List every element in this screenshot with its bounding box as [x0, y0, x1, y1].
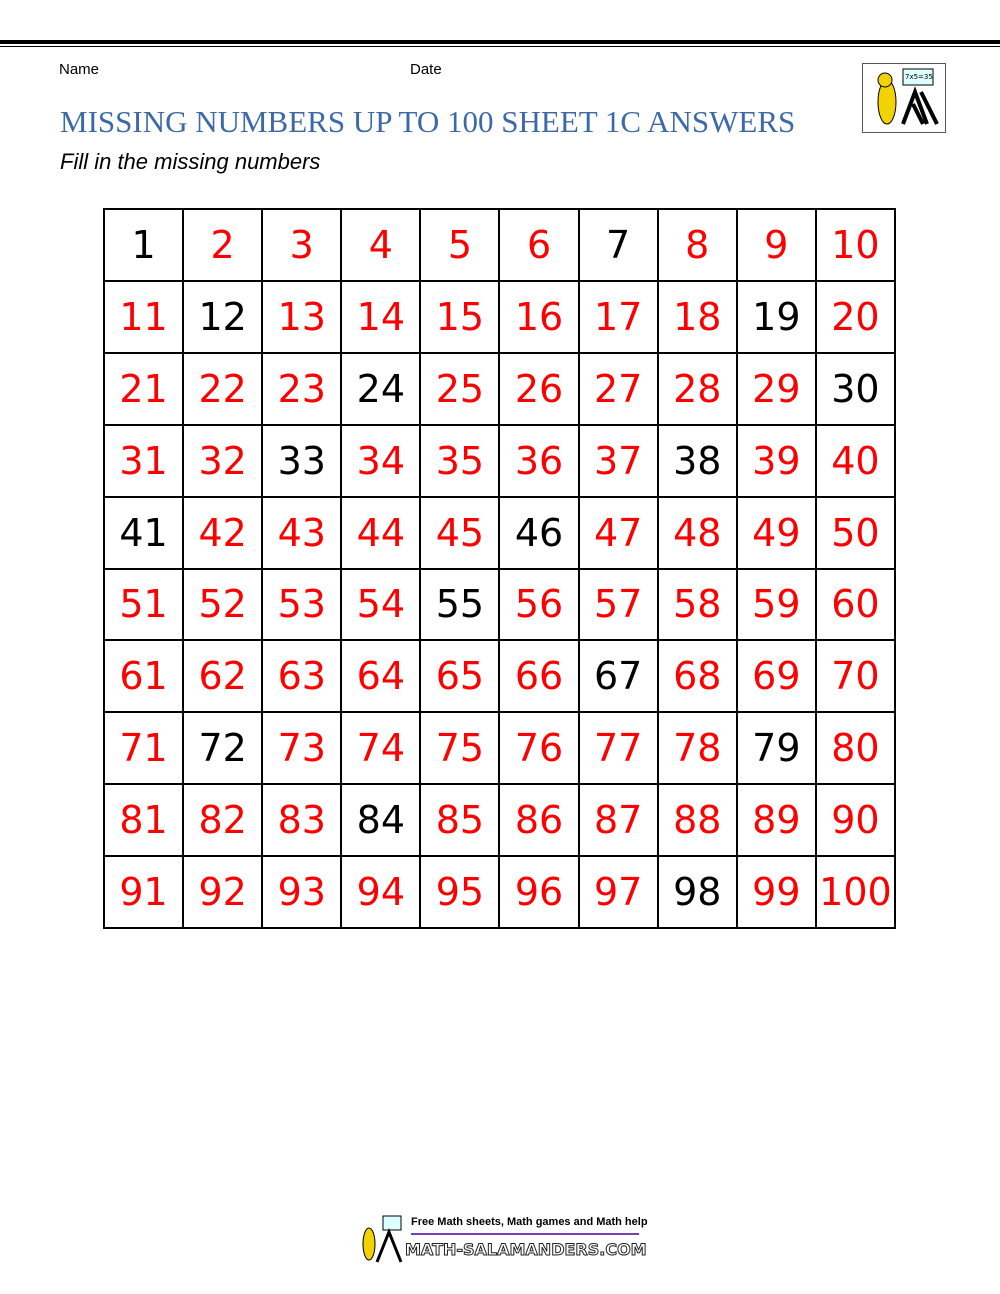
given-number-cell: 19: [737, 281, 816, 353]
answer-number-cell: 97: [579, 856, 658, 928]
answer-number-cell: 82: [183, 784, 262, 856]
answer-number-cell: 48: [658, 497, 737, 569]
answer-number-cell: 64: [341, 640, 420, 712]
answer-number-cell: 28: [658, 353, 737, 425]
answer-number-cell: 99: [737, 856, 816, 928]
answer-number-cell: 68: [658, 640, 737, 712]
page-title: MISSING NUMBERS UP TO 100 SHEET 1C ANSWERS: [60, 104, 796, 139]
answer-number-cell: 93: [262, 856, 341, 928]
answer-number-cell: 65: [420, 640, 499, 712]
answer-number-cell: 20: [816, 281, 895, 353]
given-number-cell: 1: [104, 209, 183, 281]
answer-number-cell: 54: [341, 569, 420, 641]
answer-number-cell: 62: [183, 640, 262, 712]
answer-number-cell: 4: [341, 209, 420, 281]
answer-number-cell: 52: [183, 569, 262, 641]
answer-number-cell: 6: [499, 209, 578, 281]
footer-tagline: Free Math sheets, Math games and Math help: [411, 1216, 648, 1228]
answer-number-cell: 23: [262, 353, 341, 425]
answer-number-cell: 3: [262, 209, 341, 281]
answer-number-cell: 90: [816, 784, 895, 856]
answer-number-cell: 63: [262, 640, 341, 712]
answer-number-cell: 80: [816, 712, 895, 784]
answer-number-cell: 76: [499, 712, 578, 784]
answer-number-cell: 29: [737, 353, 816, 425]
given-number-cell: 79: [737, 712, 816, 784]
answer-number-cell: 34: [341, 425, 420, 497]
answer-number-cell: 43: [262, 497, 341, 569]
answer-number-cell: 75: [420, 712, 499, 784]
answer-number-cell: 39: [737, 425, 816, 497]
answer-number-cell: 58: [658, 569, 737, 641]
given-number-cell: 98: [658, 856, 737, 928]
given-number-cell: 46: [499, 497, 578, 569]
answer-number-cell: 35: [420, 425, 499, 497]
answer-number-cell: 95: [420, 856, 499, 928]
answer-number-cell: 85: [420, 784, 499, 856]
given-number-cell: 12: [183, 281, 262, 353]
answer-number-cell: 83: [262, 784, 341, 856]
answer-number-cell: 17: [579, 281, 658, 353]
top-rule: [0, 40, 1000, 44]
answer-number-cell: 25: [420, 353, 499, 425]
answer-number-cell: 16: [499, 281, 578, 353]
answer-number-cell: 18: [658, 281, 737, 353]
answer-number-cell: 89: [737, 784, 816, 856]
answer-number-cell: 96: [499, 856, 578, 928]
date-label: Date: [410, 61, 442, 78]
given-number-cell: 84: [341, 784, 420, 856]
answer-number-cell: 9: [737, 209, 816, 281]
answer-number-cell: 59: [737, 569, 816, 641]
given-number-cell: 24: [341, 353, 420, 425]
answer-number-cell: 86: [499, 784, 578, 856]
answer-number-cell: 73: [262, 712, 341, 784]
answer-number-cell: 71: [104, 712, 183, 784]
logo-equation: 7x5=35: [905, 73, 933, 81]
answer-number-cell: 57: [579, 569, 658, 641]
answer-number-cell: 44: [341, 497, 420, 569]
answer-number-cell: 22: [183, 353, 262, 425]
answer-number-cell: 36: [499, 425, 578, 497]
footer-logo: [355, 1212, 655, 1268]
answer-number-cell: 5: [420, 209, 499, 281]
answer-number-cell: 45: [420, 497, 499, 569]
answer-number-cell: 53: [262, 569, 341, 641]
given-number-cell: 55: [420, 569, 499, 641]
answer-number-cell: 60: [816, 569, 895, 641]
answer-number-cell: 78: [658, 712, 737, 784]
answer-number-cell: 51: [104, 569, 183, 641]
answer-number-cell: 37: [579, 425, 658, 497]
given-number-cell: 38: [658, 425, 737, 497]
answer-number-cell: 81: [104, 784, 183, 856]
answer-number-cell: 94: [341, 856, 420, 928]
instructions: Fill in the missing numbers: [60, 149, 321, 174]
answer-number-cell: 32: [183, 425, 262, 497]
answer-number-cell: 2: [183, 209, 262, 281]
top-rule-thin: [0, 46, 1000, 47]
given-number-cell: 72: [183, 712, 262, 784]
answer-number-cell: 50: [816, 497, 895, 569]
answer-number-cell: 87: [579, 784, 658, 856]
answer-number-cell: 8: [658, 209, 737, 281]
number-grid: [103, 208, 896, 929]
answer-number-cell: 88: [658, 784, 737, 856]
answer-number-cell: 56: [499, 569, 578, 641]
answer-number-cell: 61: [104, 640, 183, 712]
answer-number-cell: 31: [104, 425, 183, 497]
answer-number-cell: 26: [499, 353, 578, 425]
answer-number-cell: 70: [816, 640, 895, 712]
answer-number-cell: 100: [816, 856, 895, 928]
answer-number-cell: 11: [104, 281, 183, 353]
answer-number-cell: 49: [737, 497, 816, 569]
salamander-logo: [862, 63, 946, 133]
answer-number-cell: 77: [579, 712, 658, 784]
given-number-cell: 41: [104, 497, 183, 569]
given-number-cell: 33: [262, 425, 341, 497]
answer-number-cell: 91: [104, 856, 183, 928]
answer-number-cell: 47: [579, 497, 658, 569]
answer-number-cell: 14: [341, 281, 420, 353]
answer-number-cell: 10: [816, 209, 895, 281]
answer-number-cell: 74: [341, 712, 420, 784]
given-number-cell: 30: [816, 353, 895, 425]
given-number-cell: 7: [579, 209, 658, 281]
name-label: Name: [59, 61, 100, 78]
answer-number-cell: 21: [104, 353, 183, 425]
given-number-cell: 67: [579, 640, 658, 712]
answer-number-cell: 40: [816, 425, 895, 497]
footer-brand: MATH-SALAMANDERS.COM: [405, 1240, 647, 1259]
footer-divider: [411, 1233, 639, 1235]
answer-number-cell: 27: [579, 353, 658, 425]
answer-number-cell: 13: [262, 281, 341, 353]
answer-number-cell: 42: [183, 497, 262, 569]
answer-number-cell: 69: [737, 640, 816, 712]
answer-number-cell: 15: [420, 281, 499, 353]
answer-number-cell: 66: [499, 640, 578, 712]
answer-number-cell: 92: [183, 856, 262, 928]
